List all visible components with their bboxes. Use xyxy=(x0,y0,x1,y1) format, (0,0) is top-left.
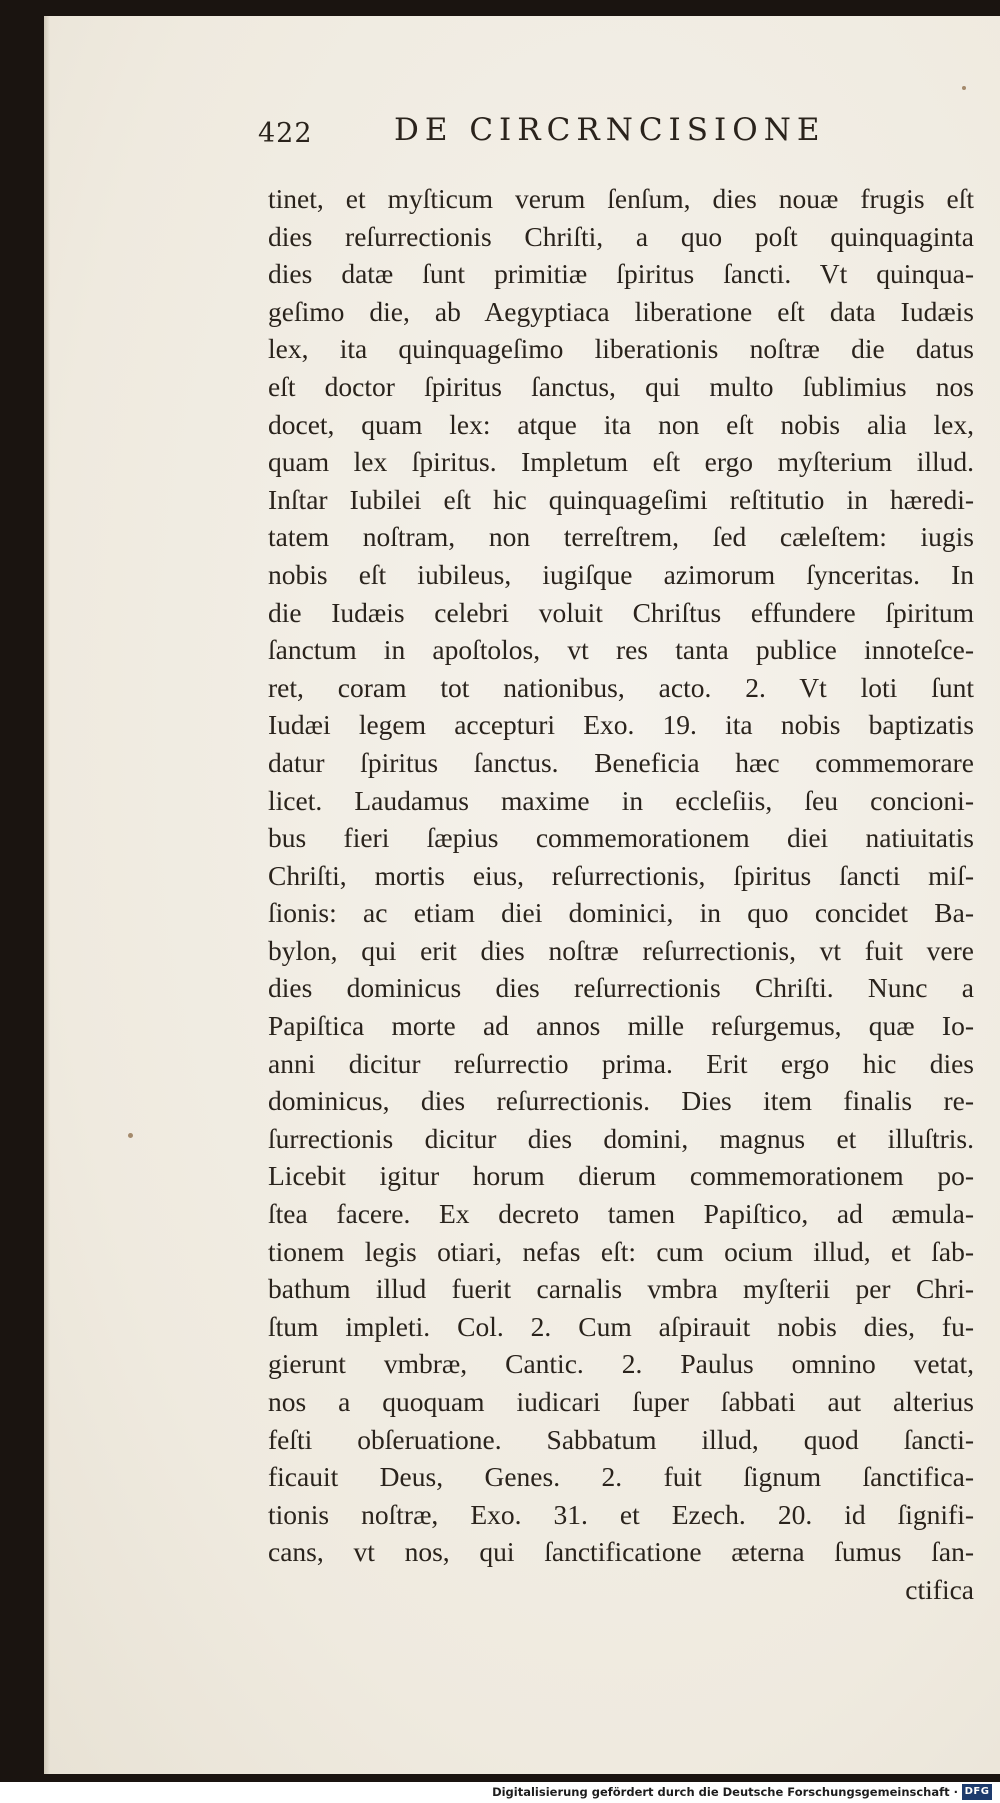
text-line: Inſtar Iubilei eſt hic quinquageſimi reſtitutio in hæredi- xyxy=(268,483,974,515)
text-line: bathum illud fuerit carnalis vmbra myſterii per Chri- xyxy=(268,1273,974,1305)
text-line: bus fieri ſæpius commemorationem diei natiuitatis xyxy=(268,822,974,854)
text-line: Iudæi legem accepturi Exo. 19. ita nobis baptizatis xyxy=(268,709,974,741)
text-line: datur ſpiritus ſanctus. Beneficia hæc commemorare xyxy=(268,746,974,778)
text-line: ſurrectionis dicitur dies domini, magnus et illuſtris. xyxy=(268,1122,974,1154)
text-line: ſanctum in apoſtolos, vt res tanta publice innoteſce- xyxy=(268,634,974,666)
text-line: bylon, qui erit dies noſtræ reſurrectionis, vt fuit vere xyxy=(268,934,974,966)
paper-speck xyxy=(962,86,966,90)
text-line: nobis eſt iubileus, iugiſque azimorum ſynceritas. In xyxy=(268,558,974,590)
text-line: ſtea facere. Ex decreto tamen Papiſtico, ad æmula- xyxy=(268,1198,974,1230)
text-line: tinet, et myſticum verum ſenſum, dies nouæ frugis eſt xyxy=(268,183,974,214)
text-line: licet. Laudamus maxime in eccleſiis, ſeu concioni- xyxy=(268,784,974,816)
text-line: dies dominicus dies reſurrectionis Chriſti. Nunc a xyxy=(268,972,974,1004)
text-line: dies datæ ſunt primitiæ ſpiritus ſancti. Vt quinqua- xyxy=(268,258,974,290)
body-text xyxy=(268,180,974,1609)
text-line: docet, quam lex: atque ita non eſt nobis alia lex, xyxy=(268,408,974,440)
text-line: lex, ita quinquageſimo liberationis noſtræ die datus xyxy=(268,333,974,365)
text-line: die Iudæis celebri voluit Chriſtus effundere ſpiritum xyxy=(268,596,974,628)
text-line: ſtum impleti. Col. 2. Cum aſpirauit nobis dies, fu- xyxy=(268,1310,974,1342)
page-number: 422 xyxy=(258,118,313,149)
text-line: feſti obſeruatione. Sabbatum illud, quod ſancti- xyxy=(268,1423,974,1455)
text-line: tionis noſtræ, Exo. 31. et Ezech. 20. id ſignifi- xyxy=(268,1498,974,1530)
catchword: ctifica xyxy=(905,1573,974,1605)
text-line: ſionis: ac etiam diei dominici, in quo concidet Ba- xyxy=(268,897,974,929)
text-line: ret, coram tot nationibus, acto. 2. Vt loti ſunt xyxy=(268,671,974,703)
text-line: ficauit Deus, Genes. 2. fuit ſignum ſanctifica- xyxy=(268,1461,974,1493)
dfg-logo: DFG xyxy=(962,1784,992,1800)
text-line: tionem legis otiari, nefas eſt: cum ocium illud, et ſab- xyxy=(268,1235,974,1267)
text-line: Chriſti, mortis eius, reſurrectionis, ſpiritus ſancti miſ- xyxy=(268,859,974,891)
running-head xyxy=(258,112,858,158)
footer-band xyxy=(0,1782,1000,1803)
paper-speck xyxy=(128,1133,133,1138)
text-line: dies reſurrectionis Chriſti, a quo poſt quinquaginta xyxy=(268,220,974,252)
text-line: tatem noſtram, non terreſtrem, ſed cæleſtem: iugis xyxy=(268,521,974,553)
text-line: Papiſtica morte ad annos mille reſurgemus, quæ Io- xyxy=(268,1010,974,1042)
running-head-title: DE CIRCRNCISIONE xyxy=(394,112,826,148)
text-line: geſimo die, ab Aegyptiaca liberatione eſt data Iudæis xyxy=(268,295,974,327)
text-line: cans, vt nos, qui ſanctificatione æterna ſumus ſan- xyxy=(268,1536,974,1568)
funding-credit: Digitalisierung gefördert durch die Deutsche Forschungsgemeinschaft · xyxy=(492,1785,958,1799)
text-line: anni dicitur reſurrectio prima. Erit ergo hic dies xyxy=(268,1047,974,1079)
text-line: nos a quoquam iudicari ſuper ſabbati aut alterius xyxy=(268,1386,974,1417)
text-line: eſt doctor ſpiritus ſanctus, qui multo ſublimius nos xyxy=(268,370,974,402)
text-line: quam lex ſpiritus. Impletum eſt ergo myſterium illud. xyxy=(268,446,974,478)
page-edge-shadow xyxy=(44,16,50,1774)
text-line: gierunt vmbræ, Cantic. 2. Paulus omnino vetat, xyxy=(268,1348,974,1380)
text-line: Licebit igitur horum dierum commemorationem po- xyxy=(268,1160,974,1192)
text-line: dominicus, dies reſurrectionis. Dies item finalis re- xyxy=(268,1085,974,1117)
